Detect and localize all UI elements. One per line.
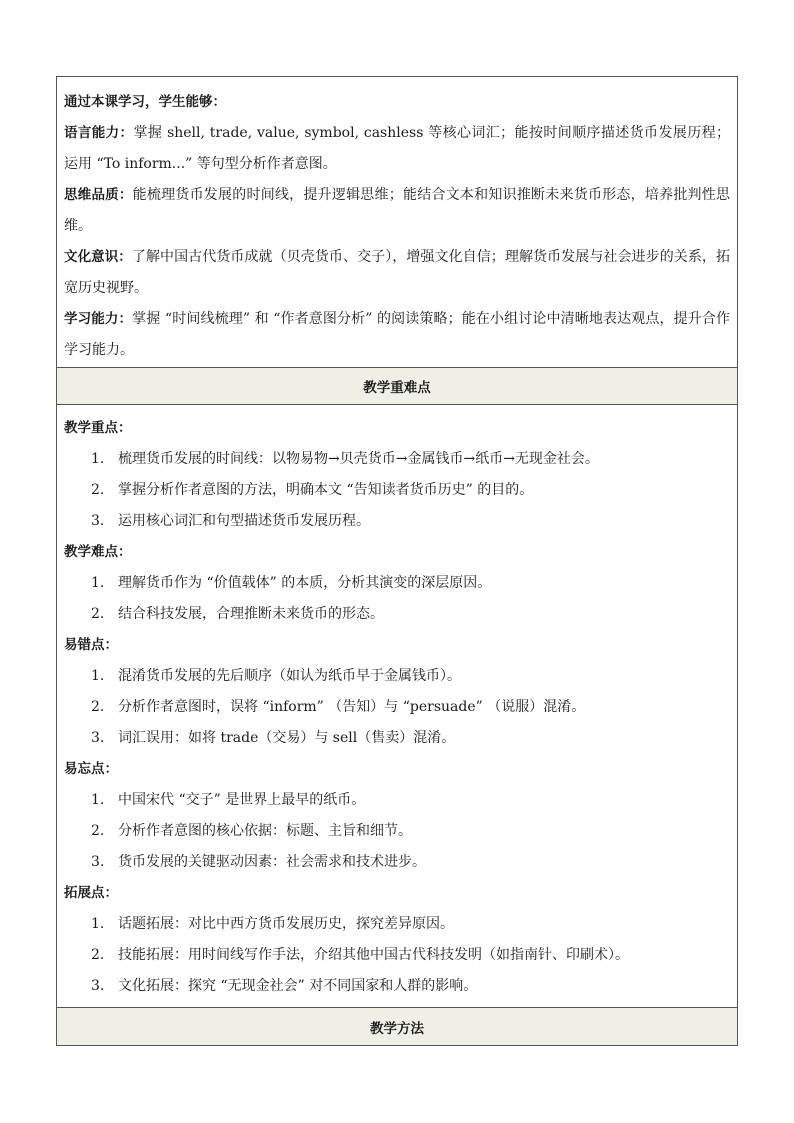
group-title-difficult: 教学难点：	[64, 544, 132, 560]
list-text: 词汇误用：如将 trade（交易）与 sell（售卖）混淆。	[118, 730, 456, 746]
list-text: 梳理货币发展的时间线：以物易物→贝壳货币→金属钱币→纸币→无现金社会。	[118, 451, 599, 467]
list-number: 1.	[91, 575, 105, 591]
list-text: 中国宋代 “交子” 是世界上最早的纸币。	[118, 792, 366, 808]
list-text: 分析作者意图时，误将 “inform” （告知）与 “persuade” （说服）混淆。	[118, 699, 586, 715]
objectives-section	[57, 77, 737, 368]
list-text: 运用核心词汇和句型描述货币发展历程。	[118, 513, 370, 529]
list-text: 文化拓展：探究 “无现金社会” 对不同国家和人群的影响。	[118, 978, 478, 994]
objective-thinking	[64, 180, 730, 242]
objective-label: 思维品质：	[64, 187, 133, 203]
list-item	[64, 692, 730, 723]
keypoints-header: 教学重难点	[57, 368, 737, 405]
list-text: 货币发展的关键驱动因素：社会需求和技术进步。	[118, 854, 426, 870]
objective-text: 掌握 “时间线梳理” 和 “作者意图分析” 的阅读策略；能在小组讨论中清晰地表达观点，提升合作学习能力。	[64, 311, 730, 358]
list-item	[64, 971, 730, 1002]
objective-learning	[64, 304, 730, 366]
list-text: 混淆货币发展的先后顺序（如认为纸币早于金属钱币）。	[118, 668, 461, 684]
list-number: 3.	[91, 730, 105, 746]
list-item	[64, 475, 730, 506]
list-number: 2.	[91, 699, 105, 715]
list-number: 2.	[91, 947, 105, 963]
objective-label: 语言能力：	[64, 125, 134, 141]
list-item	[64, 661, 730, 692]
list-text: 话题拓展：对比中西方货币发展历史，探究差异原因。	[118, 916, 454, 932]
objective-text: 能梳理货币发展的时间线，提升逻辑思维；能结合文本和知识推断未来货币形态，培养批判性思维。	[64, 187, 731, 234]
list-number: 1.	[91, 792, 105, 808]
list-item	[64, 723, 730, 754]
objective-label: 学习能力：	[64, 311, 133, 327]
list-item	[64, 816, 730, 847]
list-text: 技能拓展：用时间线写作手法，介绍其他中国古代科技发明（如指南针、印刷术）。	[118, 947, 629, 963]
list-number: 2.	[91, 482, 105, 498]
group-title-extension: 拓展点：	[64, 885, 118, 901]
list-item	[64, 940, 730, 971]
list-item	[64, 444, 730, 475]
list-number: 3.	[91, 854, 105, 870]
list-number: 1.	[91, 668, 105, 684]
list-item	[64, 847, 730, 878]
objective-text: 掌握 shell, trade, value, symbol, cashless 等核心词汇；能按时间顺序描述货币发展历程；运用 “To inform...” 等句型分析作者意图。	[64, 125, 730, 172]
list-number: 3.	[91, 513, 105, 529]
list-item	[64, 506, 730, 537]
group-title-errors: 易错点：	[64, 637, 118, 653]
objective-language	[64, 118, 730, 180]
list-item	[64, 568, 730, 599]
list-number: 1.	[91, 451, 105, 467]
objectives-intro: 通过本课学习，学生能够：	[64, 94, 226, 110]
list-item	[64, 909, 730, 940]
objective-text: 了解中国古代货币成就（贝壳货币、交子），增强文化自信；理解货币发展与社会进步的关系，拓宽历史视野。	[64, 249, 731, 296]
list-text: 结合科技发展，合理推断未来货币的形态。	[118, 606, 384, 622]
methods-header: 教学方法	[57, 1008, 737, 1045]
list-text: 分析作者意图的核心依据：标题、主旨和细节。	[118, 823, 412, 839]
objective-label: 文化意识：	[64, 249, 132, 265]
list-text: 理解货币作为 “价值载体” 的本质，分析其演变的深层原因。	[118, 575, 492, 591]
lesson-plan-table	[56, 76, 738, 1046]
objective-culture	[64, 242, 730, 304]
keypoints-section	[57, 405, 737, 1008]
list-item	[64, 599, 730, 630]
list-number: 1.	[91, 916, 105, 932]
list-number: 2.	[91, 823, 105, 839]
group-title-key: 教学重点：	[64, 420, 132, 436]
list-number: 3.	[91, 978, 105, 994]
list-item	[64, 785, 730, 816]
list-text: 掌握分析作者意图的方法，明确本文 “告知读者货币历史” 的目的。	[118, 482, 534, 498]
group-title-forgettable: 易忘点：	[64, 761, 118, 777]
list-number: 2.	[91, 606, 105, 622]
